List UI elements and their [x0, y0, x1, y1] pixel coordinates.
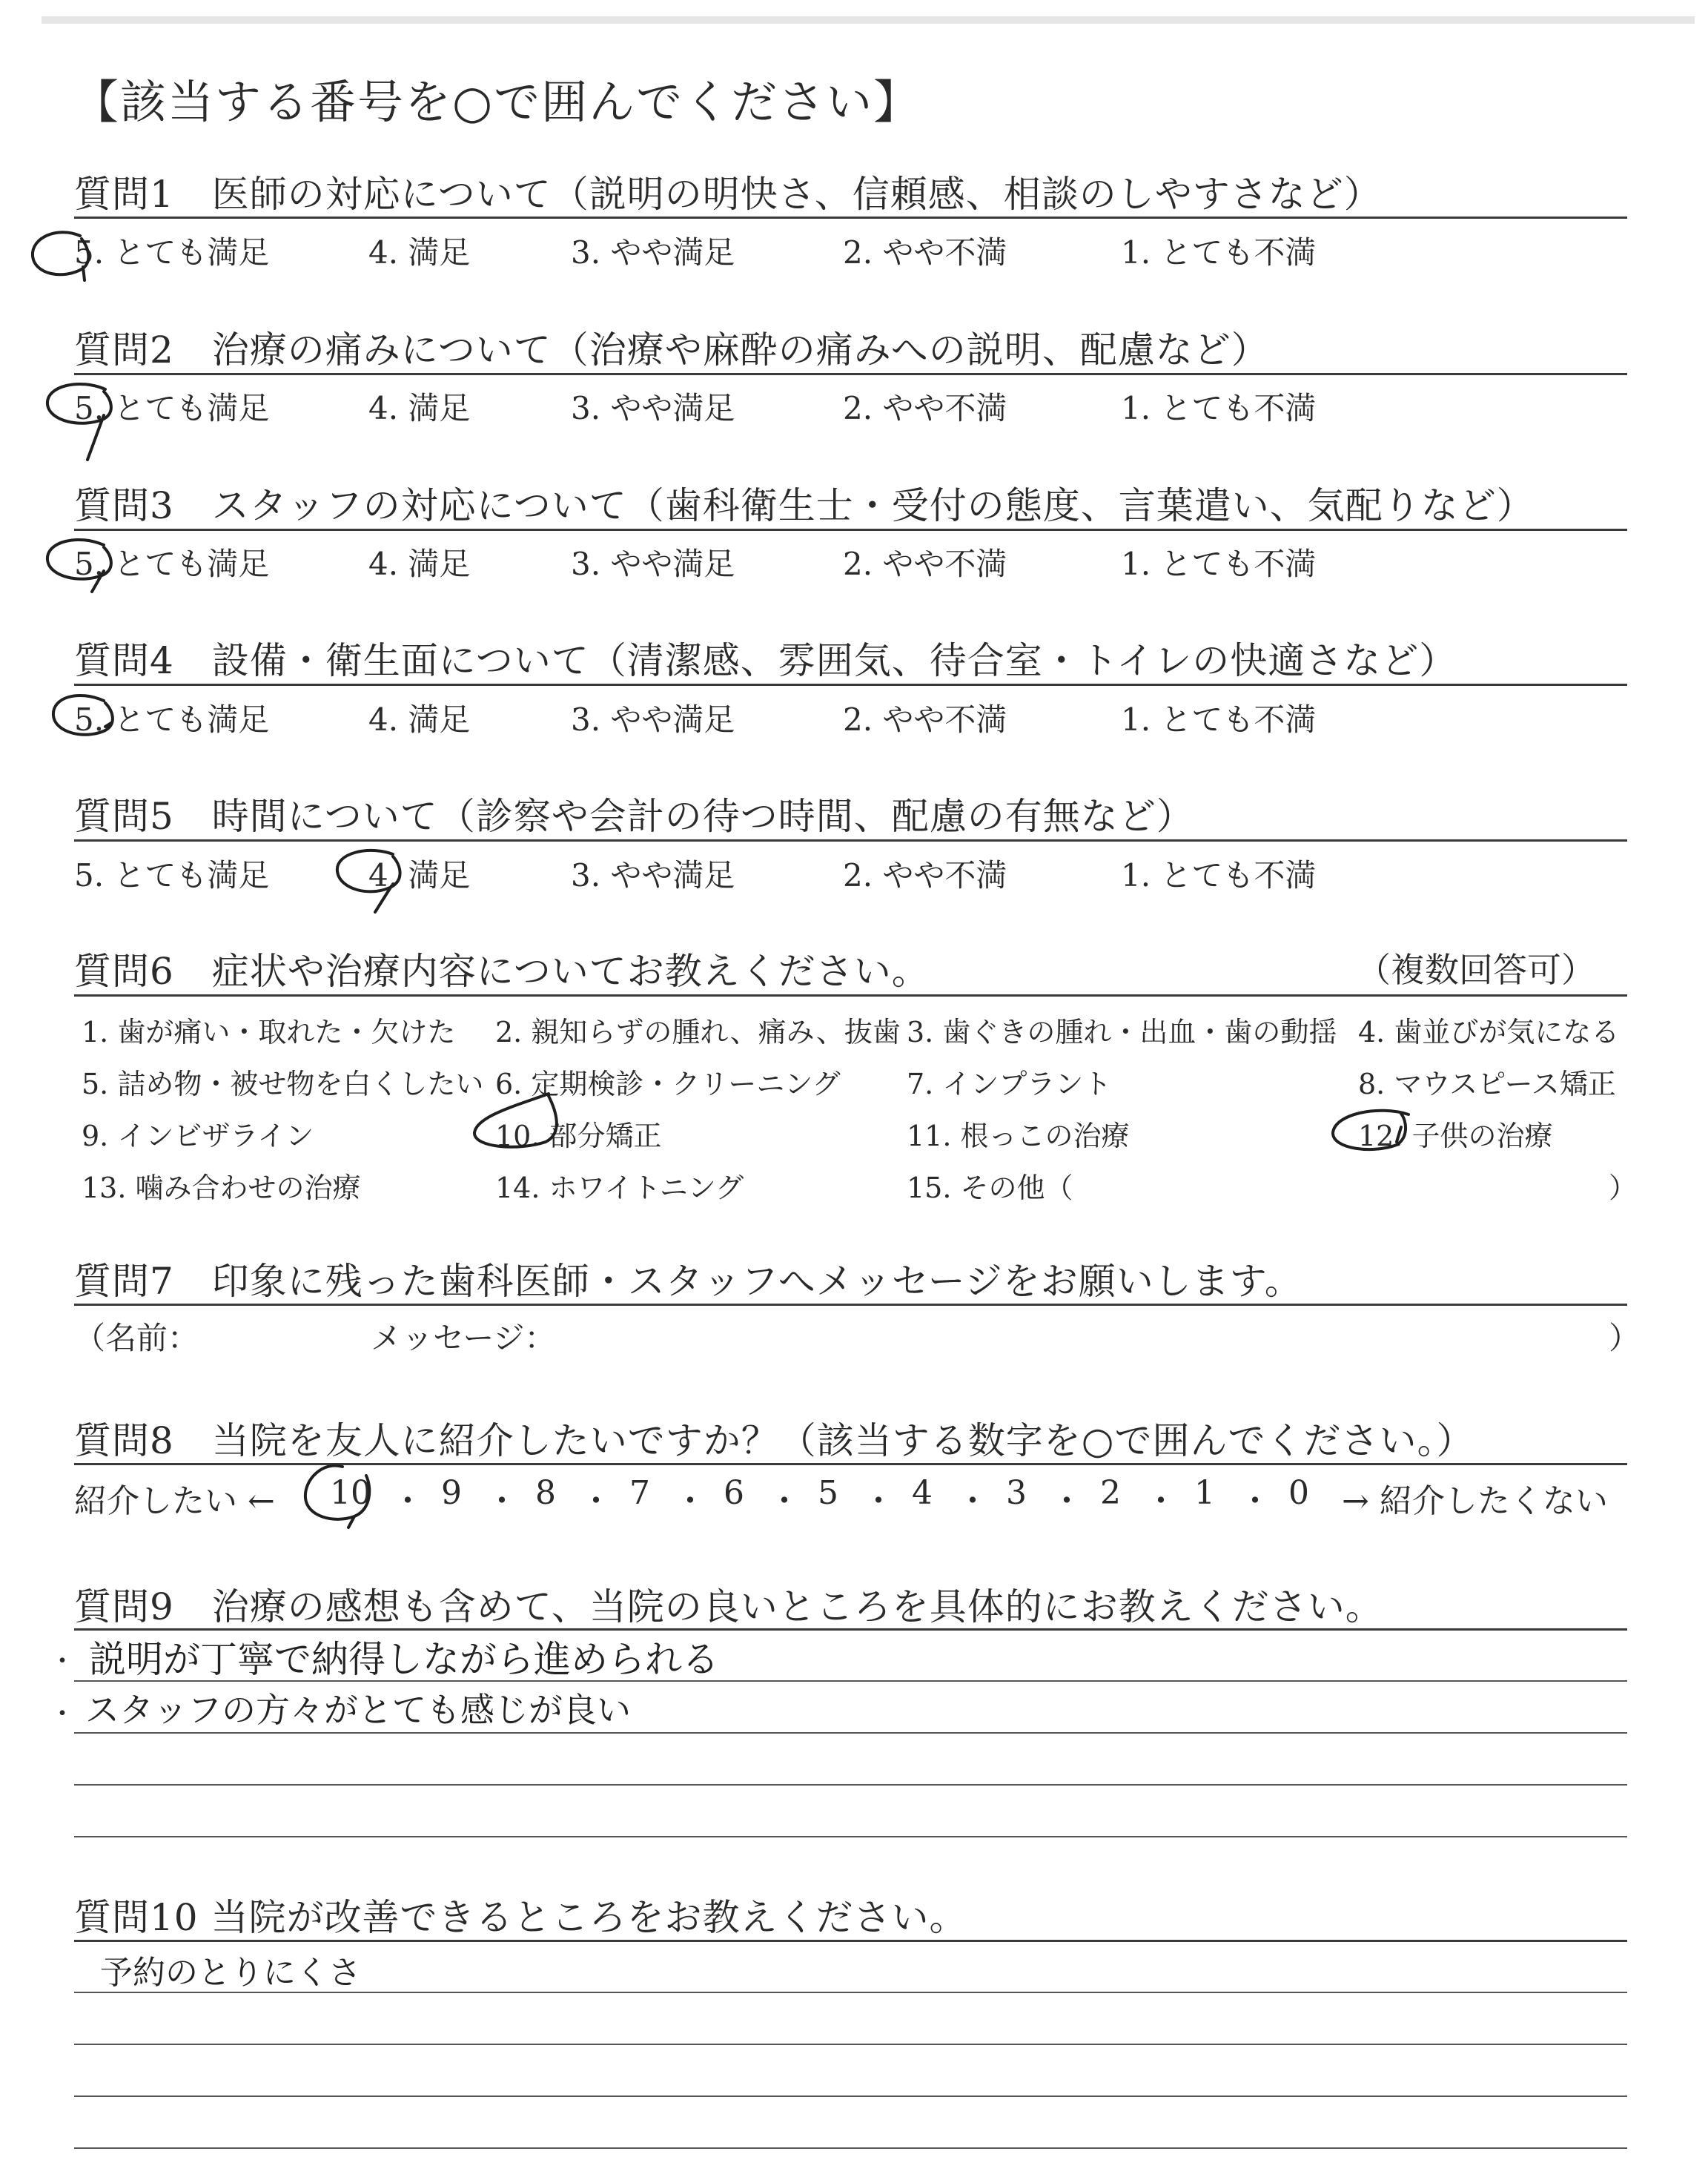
q6-option-1[interactable]: 1. 歯が痛い・取れた・欠けた [82, 1016, 456, 1048]
q4-option-3[interactable]: 3. やや満足 [571, 701, 735, 738]
q8-separator: ・ [391, 1482, 424, 1520]
q8-value-9[interactable]: 9 [441, 1474, 462, 1512]
q8-separator: ・ [768, 1482, 801, 1520]
q8-value-8[interactable]: 8 [535, 1474, 556, 1512]
q2-option-3[interactable]: 3. やや満足 [571, 390, 735, 426]
q4-option-2[interactable]: 2. やや不満 [843, 701, 1007, 738]
q6-option-10[interactable]: 10. 部分矯正 [495, 1120, 662, 1152]
q8-value-5[interactable]: 5 [818, 1474, 838, 1512]
q6-option-5[interactable]: 5. 詰め物・被せ物を白くしたい [82, 1068, 484, 1100]
top-edge-shadow [42, 16, 1695, 24]
q7-name-label: （名前： [74, 1320, 199, 1356]
q3-option-2[interactable]: 2. やや不満 [843, 546, 1007, 582]
q7-title: 質問7 印象に残った歯科医師・スタッフへメッセージをお願いします。 [74, 1260, 1302, 1303]
q8-separator: ・ [486, 1482, 518, 1520]
q3-rule [74, 529, 1627, 531]
q8-left-label: 紹介したい ← [74, 1482, 275, 1520]
q8-separator: ・ [862, 1482, 895, 1520]
q6-option-14[interactable]: 14. ホワイトニング [495, 1172, 744, 1204]
q8-separator: ・ [674, 1482, 706, 1520]
q5-option-4[interactable]: 4. 満足 [368, 857, 471, 894]
q6-option-12[interactable]: 12. 子供の治療 [1358, 1120, 1553, 1152]
q3-option-3[interactable]: 3. やや満足 [571, 546, 735, 582]
q9-bullet: ・ [49, 1646, 76, 1677]
q8-value-6[interactable]: 6 [724, 1474, 744, 1512]
q3-options [0, 540, 1708, 584]
q6-option-13[interactable]: 13. 噛み合わせの治療 [82, 1172, 361, 1204]
q1-title: 質問1 医師の対応について（説明の明快さ、信頼感、相談のしやすさなど） [74, 173, 1382, 216]
q10-write-line [74, 2044, 1627, 2045]
q6-multiple-note: （複数回答可） [1357, 950, 1595, 990]
q8-separator: ・ [1239, 1482, 1271, 1520]
q6-option-6[interactable]: 6. 定期検診・クリーニング [495, 1068, 841, 1100]
q4-rule [74, 684, 1627, 686]
q1-option-5[interactable]: 5. とても満足 [74, 234, 270, 271]
q10-rule [74, 1940, 1627, 1942]
q6-option-8[interactable]: 8. マウスピース矯正 [1358, 1068, 1616, 1100]
q3-option-1[interactable]: 1. とても不満 [1121, 546, 1317, 582]
q1-option-2[interactable]: 2. やや不満 [843, 234, 1007, 271]
q6-title: 質問6 症状や治療内容についてお教えください。 [74, 950, 930, 993]
q1-option-4[interactable]: 4. 満足 [368, 234, 471, 271]
q4-option-5[interactable]: 5. とても満足 [74, 701, 270, 738]
q6-option-11[interactable]: 11. 根っこの治療 [907, 1120, 1130, 1152]
q8-value-1[interactable]: 1 [1194, 1474, 1215, 1512]
q10-write-line [74, 2095, 1627, 2097]
q8-rule [74, 1463, 1627, 1465]
q6-other-close-paren: ） [1609, 1172, 1638, 1204]
q5-option-2[interactable]: 2. やや不満 [843, 857, 1007, 894]
q8-separator: ・ [580, 1482, 612, 1520]
q9-title: 質問9 治療の感想も含めて、当院の良いところを具体的にお教えください。 [74, 1585, 1383, 1628]
q8-value-0[interactable]: 0 [1288, 1474, 1309, 1512]
q2-rule [74, 373, 1627, 375]
q6-option-3[interactable]: 3. 歯ぐきの腫れ・出血・歯の動揺 [907, 1016, 1337, 1048]
q8-right-label: → 紹介したくない [1342, 1482, 1608, 1520]
q8-scale [0, 1474, 1708, 1519]
q10-title: 質問10 当院が改善できるところをお教えください。 [74, 1896, 967, 1939]
q8-separator: ・ [1145, 1482, 1177, 1520]
q8-value-7[interactable]: 7 [629, 1474, 650, 1512]
q4-option-4[interactable]: 4. 満足 [368, 701, 471, 738]
q2-option-1[interactable]: 1. とても不満 [1121, 390, 1317, 426]
q1-rule [74, 217, 1627, 219]
q6-option-9[interactable]: 9. インビザライン [82, 1120, 314, 1152]
q5-option-3[interactable]: 3. やや満足 [571, 857, 735, 894]
q6-option-7[interactable]: 7. インプラント [907, 1068, 1112, 1100]
q5-rule [74, 839, 1627, 842]
q3-title: 質問3 スタッフの対応について（歯科衛生士・受付の態度、言葉遣い、気配りなど） [74, 484, 1535, 527]
q6-option-2[interactable]: 2. 親知らずの腫れ、痛み、抜歯 [495, 1016, 901, 1048]
q9-write-line [74, 1836, 1627, 1837]
q9-write-line [74, 1784, 1627, 1786]
q8-value-2[interactable]: 2 [1100, 1474, 1121, 1512]
q1-option-3[interactable]: 3. やや満足 [571, 234, 735, 271]
q7-rule [74, 1304, 1627, 1306]
q8-separator: ・ [1050, 1482, 1083, 1520]
q8-value-3[interactable]: 3 [1006, 1474, 1027, 1512]
q7-message-label: メッセージ： [371, 1320, 556, 1356]
q10-write-line [74, 2147, 1627, 2149]
q5-option-5[interactable]: 5. とても満足 [74, 857, 270, 894]
q2-option-2[interactable]: 2. やや不満 [843, 390, 1007, 426]
q4-options [0, 696, 1708, 740]
q9-write-line [74, 1732, 1627, 1734]
q8-value-10[interactable]: 10 [330, 1474, 371, 1512]
q8-separator: ・ [956, 1482, 989, 1520]
q4-option-1[interactable]: 1. とても不満 [1121, 701, 1317, 738]
q5-title: 質問5 時間について（診察や会計の待つ時間、配慮の有無など） [74, 795, 1194, 838]
q5-option-1[interactable]: 1. とても不満 [1121, 857, 1317, 894]
q9-bullet: ・ [49, 1699, 76, 1729]
q3-option-4[interactable]: 4. 満足 [368, 546, 471, 582]
q5-options [0, 851, 1708, 896]
q6-option-4[interactable]: 4. 歯並びが気になる [1358, 1016, 1620, 1048]
q7-close-paren: ） [1609, 1320, 1641, 1356]
q2-options [0, 384, 1708, 429]
q8-value-4[interactable]: 4 [912, 1474, 933, 1512]
q6-option-15[interactable]: 15. その他（ [907, 1172, 1073, 1204]
q3-option-5[interactable]: 5. とても満足 [74, 546, 270, 582]
q4-title: 質問4 設備・衛生面について（清潔感、雰囲気、待合室・トイレの快適さなど） [74, 639, 1457, 682]
q2-option-4[interactable]: 4. 満足 [368, 390, 471, 426]
q1-options [0, 228, 1708, 273]
q10-answer-1: 予約のとりにくさ [100, 1954, 361, 1992]
q2-title: 質問2 治療の痛みについて（治療や麻酔の痛みへの説明、配慮など） [74, 328, 1269, 371]
q9-answer-2: スタッフの方々がとても感じが良い [85, 1690, 631, 1730]
q6-rule [74, 994, 1627, 997]
q9-answer-1: 説明が丁寧で納得しながら進められる [89, 1638, 719, 1681]
q1-option-1[interactable]: 1. とても不満 [1121, 234, 1317, 271]
q8-title: 質問8 当院を友人に紹介したいですか？（該当する数字を○で囲んでください。） [74, 1419, 1474, 1462]
page-header: 【該当する番号を○で囲んでください】 [73, 75, 921, 129]
q2-option-5[interactable]: 5. とても満足 [74, 390, 270, 426]
